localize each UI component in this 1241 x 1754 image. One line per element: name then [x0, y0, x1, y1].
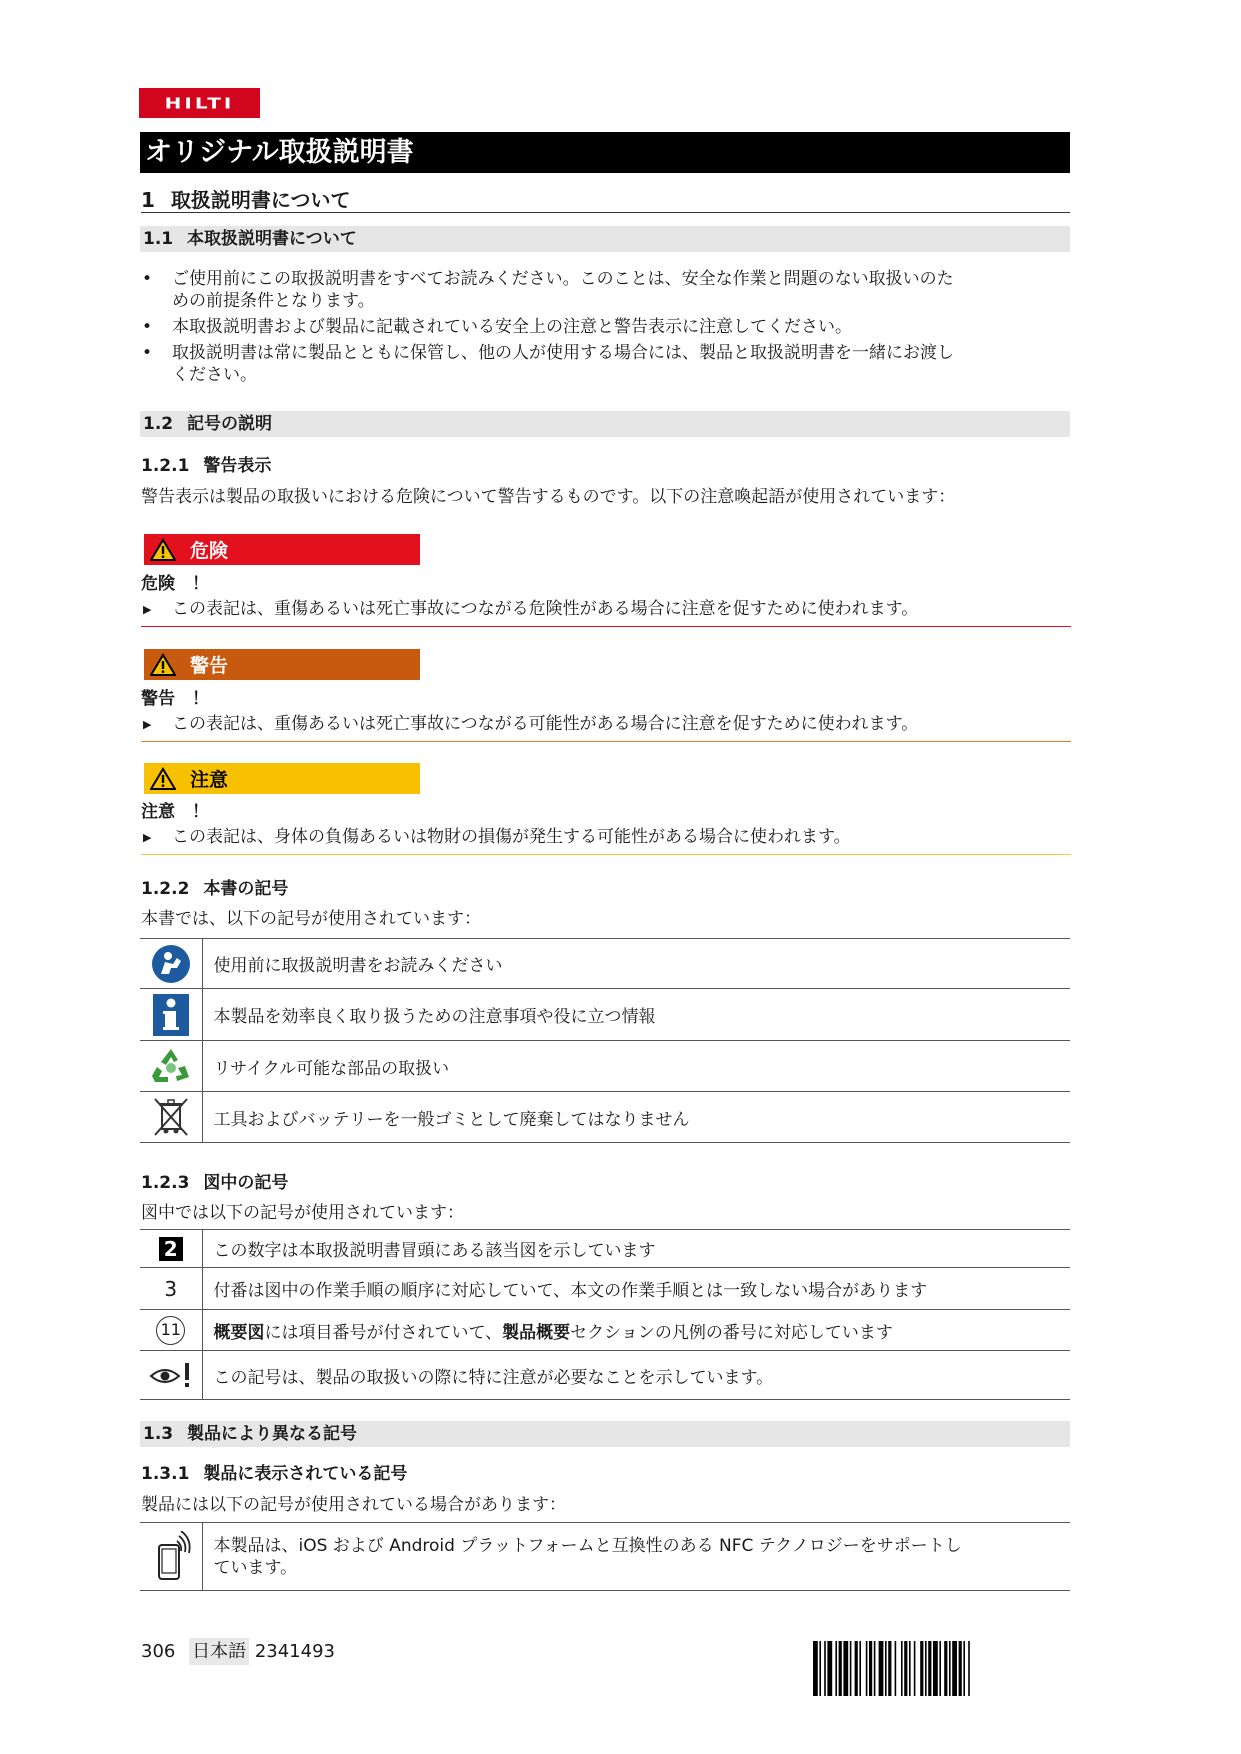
section-1-2-1-heading: 1.2.1 警告表示 [141, 456, 272, 476]
warning-description: ▶ この表記は、重傷あるいは死亡事故につながる可能性がある場合に注意を促すために使われます。 [141, 709, 1071, 742]
barcode-bar [866, 1641, 868, 1696]
caution-signal-bar: 注意 [144, 763, 420, 794]
eye-attention-icon [149, 1360, 193, 1390]
barcode-bar [904, 1641, 907, 1696]
language-label: 日本語 [189, 1638, 249, 1665]
barcode-bar [901, 1641, 903, 1696]
section-1-2-3-heading: 1.2.3 図中の記号 [141, 1173, 289, 1193]
barcode-bar [824, 1641, 826, 1696]
crossed-bin-icon [151, 1095, 191, 1139]
document-number: 2341493 [254, 1641, 335, 1662]
main-title: オリジナル取扱説明書 [140, 132, 1070, 173]
arrow-bullet-icon: ▶ [143, 830, 152, 844]
warning-intro-text: 警告表示は製品の取扱いにおける危険について警告するものです。以下の注意喚起語が使用されています： [141, 487, 956, 507]
barcode-bar [874, 1641, 876, 1696]
barcode-bar [939, 1641, 941, 1696]
barcode-bar [928, 1641, 931, 1696]
circled-number-icon: 11 [156, 1316, 185, 1345]
warning-triangle-icon [150, 767, 176, 791]
table-row: この記号は、製品の取扱いの際に特に注意が必要なことを示しています。 [140, 1351, 1070, 1400]
section-1-3-1-heading: 1.3.1 製品に表示されている記号 [141, 1464, 408, 1484]
section-number: 1 [141, 188, 155, 212]
warning-triangle-icon [150, 653, 176, 677]
barcode-bar [920, 1641, 923, 1696]
nfc-phone-icon [151, 1531, 191, 1583]
barcode-bar [914, 1641, 916, 1696]
barcode-bar [944, 1641, 947, 1696]
table-row: 本製品を効率良く取り扱うための注意事項や役に立つ情報 [140, 989, 1070, 1041]
barcode-bar [827, 1641, 832, 1696]
barcode-bar [819, 1641, 821, 1696]
section-1-1-heading: 1.1 本取扱説明書について [140, 226, 1070, 252]
barcode-bar [968, 1641, 970, 1696]
warning-triangle-icon [150, 538, 176, 562]
product-symbols-intro: 製品には以下の記号が使用されている場合があります： [141, 1495, 566, 1515]
barcode-bar [850, 1641, 852, 1696]
figure-number-icon: 2 [159, 1237, 183, 1261]
barcode-bar [859, 1641, 861, 1696]
barcode-bar [885, 1641, 887, 1696]
manual-symbols-intro: 本書では、以下の記号が使用されています： [141, 909, 481, 929]
manual-symbols-table [140, 938, 1070, 1143]
barcode-bar [949, 1641, 951, 1696]
list-item: • ご使用前にこの取扱説明書をすべてお読みください。このことは、安全な作業と問題のない取扱いのた めの前提条件となります。 [141, 268, 1071, 312]
danger-title: 危険 ！ [141, 574, 209, 594]
barcode-bar [839, 1641, 842, 1696]
caution-description: ▶ この表記は、身体の負傷あるいは物財の損傷が発生する可能性がある場合に使われます。 [141, 822, 1071, 855]
barcode-bar [909, 1641, 911, 1696]
barcode-bar [843, 1641, 848, 1696]
caution-title: 注意 ！ [141, 802, 209, 822]
info-icon [153, 994, 189, 1036]
barcode-bar [963, 1641, 965, 1696]
warning-title: 警告 ！ [141, 689, 209, 709]
list-item: • 本取扱説明書および製品に記載されている安全上の注意と警告表示に注意してください。 [141, 316, 1071, 338]
read-manual-icon [151, 944, 191, 984]
barcode-bar [813, 1641, 818, 1696]
product-symbols-table [140, 1522, 1070, 1591]
figure-symbols-table [140, 1229, 1070, 1400]
barcode-bar [895, 1641, 897, 1696]
barcode-bar [855, 1641, 858, 1696]
barcode-bar [869, 1641, 872, 1696]
table-row: 使用前に取扱説明書をお読みください [140, 939, 1070, 989]
danger-description: ▶ この表記は、重傷あるいは死亡事故につながる危険性がある場合に注意を促すために使われます。 [141, 594, 1071, 627]
table-row: 3 付番は図中の作業手順の順序に対応していて、本文の作業手順とは一致しない場合があります [140, 1268, 1070, 1310]
section-1-3-heading: 1.3 製品により異なる記号 [140, 1421, 1070, 1447]
section-1-2-2-heading: 1.2.2 本書の記号 [141, 879, 289, 899]
barcode-bar [925, 1641, 927, 1696]
barcode-bar [879, 1641, 884, 1696]
table-row: 本製品は、iOS および Android プラットフォームと互換性のある NFC テクノロジーをサポートし ています。 [140, 1523, 1070, 1591]
recycle-icon [150, 1046, 192, 1086]
table-row: 2 この数字は本取扱説明書冒頭にある該当図を示しています [140, 1230, 1070, 1268]
figure-symbols-intro: 図中では以下の記号が使用されています： [141, 1203, 464, 1223]
page-footer [141, 1637, 335, 1663]
table-row: リサイクル可能な部品の取扱い [140, 1041, 1070, 1092]
arrow-bullet-icon: ▶ [143, 602, 152, 616]
danger-signal-bar: 危険 [144, 534, 420, 565]
barcode-bar [933, 1641, 938, 1696]
section-1-2-heading: 1.2 記号の説明 [140, 411, 1070, 437]
section-1-heading [141, 184, 1070, 213]
barcode-bar [835, 1641, 837, 1696]
barcode [813, 1641, 1073, 1696]
step-number-icon: 3 [164, 1276, 178, 1301]
barcode-bar [888, 1641, 891, 1696]
list-item: • 取扱説明書は常に製品とともに保管し、他の人が使用する場合には、製品と取扱説明書を一緒にお渡し ください。 [141, 342, 1071, 386]
section-title: 取扱説明書について [170, 188, 351, 212]
warning-signal-bar: 警告 [144, 649, 420, 680]
barcode-bar [959, 1641, 962, 1696]
table-row: 工具およびバッテリーを一般ゴミとして廃棄してはなりません [140, 1092, 1070, 1143]
page-number: 306 [141, 1641, 176, 1662]
arrow-bullet-icon: ▶ [143, 717, 152, 731]
hilti-logo: HILTI [139, 88, 260, 118]
table-row: 11 概要図には項目番号が付されていて、製品概要セクションの凡例の番号に対応しています [140, 1310, 1070, 1351]
barcode-bar [952, 1641, 957, 1696]
bullet-list [141, 268, 1071, 390]
